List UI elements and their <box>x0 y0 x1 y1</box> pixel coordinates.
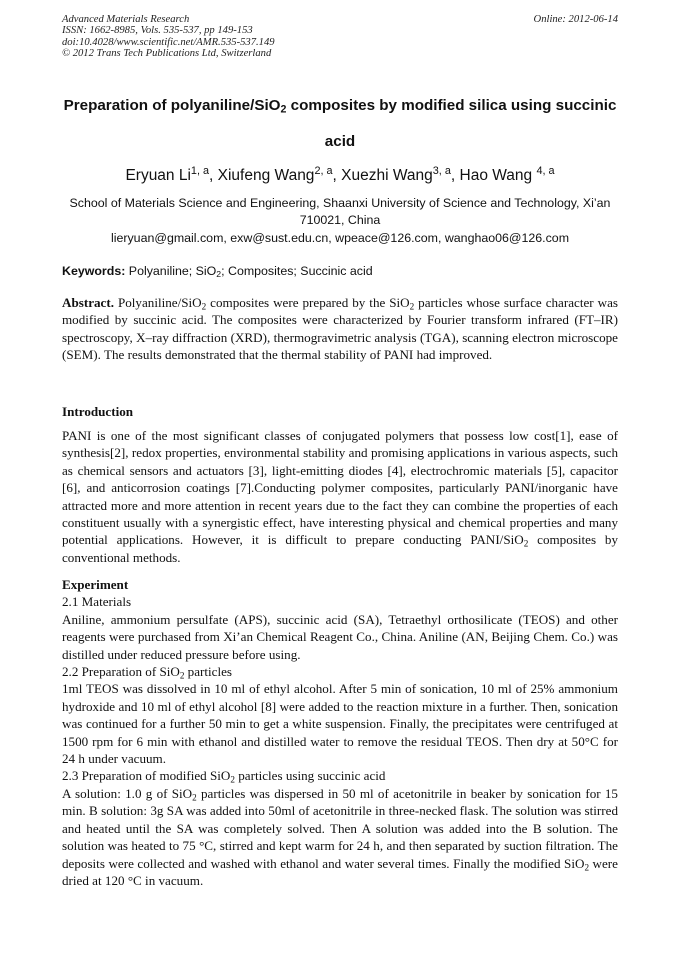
subscript-2: 2 <box>179 670 185 681</box>
subscript-2: 2 <box>523 538 529 549</box>
author-list <box>62 165 618 187</box>
sio2-prep-text: 1ml TEOS was dissolved in 10 ml of ethyl alcohol. After 5 min of sonication, 10 ml of 25% ammonium hydroxide and 10 ml of ethyl alcohol [8] were added to the reaction mixture in a further. Then, sonication was continued for a further 50 min to get a white suspension. Finally, the precipitates were centrifuged at 1500 rpm for 6 min with ethanol and distilled water to remove the residual TEOS. Then dry at 50°C for 24 h under vacuum. <box>62 681 618 767</box>
intro-text: PANI is one of the most significant classes of conjugated polymers that possess low cost[1], ease of synthesis[2], redox properties, environmental stability and promising applications in various aspects, such as chemical sensors and actuators [3], light-emitting diodes [4], electrochromic materials [5], capacitor [6], and anticorrosion coatings [7].Conducting polymer composites, particularly PANI/inorganic have attracted more and more attention in recent years due to the fact they can combine the properties of each constituent usually with a synergistic effect, have interesting physical and chemical properties and many potential applications. However, it is difficult to prepare conducting PANI/SiO <box>62 428 618 548</box>
subscript-2: 2 <box>584 861 590 872</box>
experiment-heading: Experiment <box>62 577 129 592</box>
paper-title <box>62 88 618 160</box>
modified-sio2-text <box>62 785 618 889</box>
title-part2: composites by modified silica using succinic acid <box>286 97 617 150</box>
keywords-label: Keywords: <box>62 264 126 278</box>
issn-line: ISSN: 1662-8985, Vols. 535-537, pp 149-153 <box>62 25 253 37</box>
copyright-line: © 2012 Trans Tech Publications Ltd, Switzerland <box>62 48 272 60</box>
author-name: Xiufeng Wang <box>217 167 315 184</box>
author-affil-mark: 4, a <box>536 165 555 178</box>
author-affil-mark: 2, a <box>314 165 333 178</box>
intro-text: composites by conventional methods. <box>62 532 618 565</box>
subscript-2: 2 <box>192 792 197 803</box>
author-emails: lieryuan@gmail.com, exw@sust.edu.cn, wpeace@126.com, wanghao06@126.com <box>110 230 570 245</box>
title-part1: Preparation of polyaniline/SiO <box>63 97 281 114</box>
author-affil-mark: 1, a <box>190 165 210 178</box>
keywords-pre: Polyaniline; SiO <box>125 264 217 278</box>
abstract-text: particles whose surface character was modified by succinic acid. The composites were characterized by Fourier transform infrared (FT–IR) spectroscopy, X–ray diffraction (XRD), thermogravimetric analysis (TGA), scanning electron microscope (SEM). The results demonstrated that the thermal stability of PANI had improved. <box>62 295 618 363</box>
author-name: Hao Wang <box>459 167 537 184</box>
doi-line: doi:10.4028/www.scientific.net/AMR.535-537.149 <box>62 36 275 48</box>
subscript-2: 2 <box>230 774 235 785</box>
subscript-2: 2 <box>201 301 207 312</box>
author-affil-mark: 3, a <box>432 165 451 178</box>
keywords <box>62 263 618 280</box>
author-separator: , <box>332 167 342 184</box>
subscript-2: 2 <box>409 301 415 312</box>
author-name: Xuezhi Wang <box>341 167 433 184</box>
affiliation-block <box>62 195 618 247</box>
author-name: Eryuan Li <box>125 167 191 184</box>
online-date: Online: 2012-06-14 <box>533 14 618 25</box>
heading-text: 2.2 Preparation of SiO <box>62 664 180 680</box>
author-separator: , <box>450 167 460 184</box>
sio2-prep-heading <box>62 663 618 680</box>
abstract-text: composites were prepared by the SiO <box>206 295 410 310</box>
abstract <box>62 294 618 364</box>
introduction-heading: Introduction <box>62 404 134 419</box>
author-separator: , <box>209 167 218 184</box>
abstract-text: Polyaniline/SiO <box>114 295 202 310</box>
keywords-post: ; Composites; Succinic acid <box>221 264 373 278</box>
title-subscript: 2 <box>280 103 287 116</box>
affiliation-line: School of Materials Science and Engineering, Shaanxi University of Science and Technology, Xi’an <box>69 196 611 210</box>
journal-name: Advanced Materials Research <box>62 14 190 25</box>
body-text: A solution: 1.0 g of SiO <box>62 785 193 801</box>
introduction-text <box>62 427 618 566</box>
affiliation-postcode: 710021, China <box>299 213 381 228</box>
keywords-subscript: 2 <box>216 269 222 280</box>
journal-header <box>62 14 618 60</box>
heading-text: particles <box>184 664 233 680</box>
heading-text: particles using succinic acid <box>234 768 386 784</box>
modified-sio2-heading <box>62 767 618 784</box>
body-text: particles was dispersed in 50 ml of acetonitrile in beaker by sonication for 15 min. B solution: 3g SA was added into 50ml of acetonitrile in three-necked flask. The solution was stirred and heated until the SA was completely solved. Then A solution was added into the B solution. The solution was heated to 75 °C, stirred and kept warm for 24 h, and then separated by suction filtration. The deposits were collected and washed with ethanol and water several times. Finally the modified SiO <box>62 785 618 871</box>
heading-text: 2.3 Preparation of modified SiO <box>62 768 231 784</box>
abstract-label: Abstract. <box>62 295 114 310</box>
experiment-section <box>62 576 618 889</box>
materials-heading: 2.1 Materials <box>62 594 132 610</box>
body-text: were dried at 120 °C in vacuum. <box>62 855 618 888</box>
materials-text: Aniline, ammonium persulfate (APS), succinic acid (SA), Tetraethyl orthosilicate (TEOS) and other reagents were purchased from Xi’an Chemical Reagent Co., China. Aniline (AN, Beijing Chem. Co.) was distilled under reduced pressure before using. <box>62 611 618 662</box>
